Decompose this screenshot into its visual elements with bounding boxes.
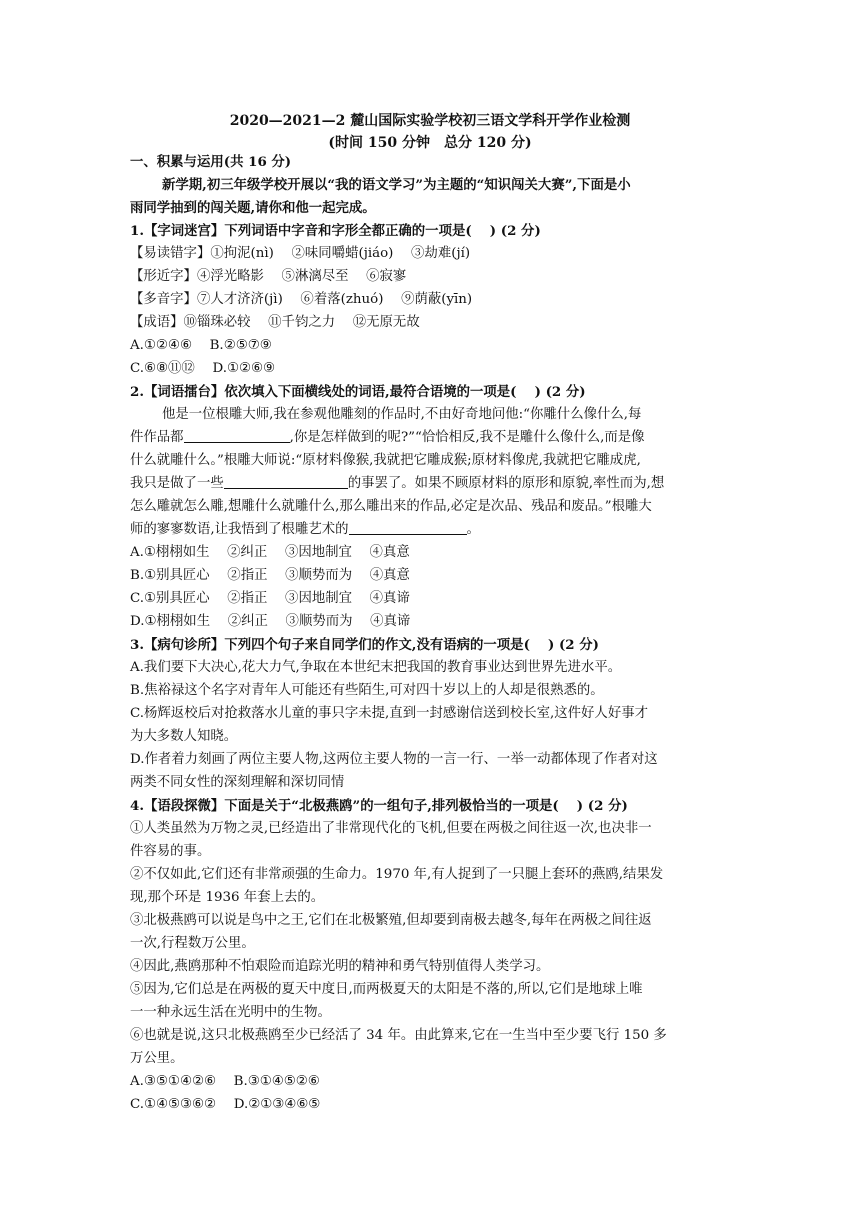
passage-text: 师的寥寥数语,让我悟到了根雕艺术的 bbox=[130, 522, 349, 537]
question-3-option: C.杨辉返校后对抢救落水儿童的事只字未提,直到一封感谢信送到校长室,这件好人好事才 bbox=[130, 706, 648, 721]
question-3-option: B.焦裕禄这个名字对青年人可能还有些陌生,可对四十岁以上的人却是很熟悉的。 bbox=[130, 683, 604, 698]
question-1-item: 【形近字】④浮光略影 ⑤淋漓尽至 ⑥寂寥 bbox=[130, 269, 407, 284]
question-4-sentence: 一一种永远生活在光明中的生物。 bbox=[130, 1005, 331, 1020]
question-2-option: C.①别具匠心 ②指正 ③因地制宜 ④真谛 bbox=[130, 591, 410, 606]
question-2-passage: 什么就雕什么。”根雕大师说:“原材料像猴,我就把它雕成猴;原材料像虎,我就把它雕成虎, bbox=[130, 453, 641, 468]
question-2-passage: 怎么雕就怎么雕,想雕什么就雕什么,那么雕出来的作品,必定是次品、残品和废品。”根雕大 bbox=[130, 499, 652, 514]
question-4-options: A.③⑤①④②⑥ B.③①④⑤②⑥ bbox=[130, 1074, 320, 1089]
question-2-passage bbox=[130, 428, 735, 448]
section-intro-line: 雨同学抽到的闯关题,请你和他一起完成。 bbox=[130, 200, 376, 216]
question-4-sentence: ②不仅如此,它们还有非常顽强的生命力。1970 年,有人捉到了一只腿上套环的燕鸥,结果发 bbox=[130, 867, 664, 882]
question-2-passage bbox=[130, 520, 735, 540]
question-1-item: 【易读错字】①拘泥(nì) ②味同嚼蜡(jiáo) ③劫难(jí) bbox=[130, 246, 471, 261]
question-1-item: 【多音字】⑦人才济济(jì) ⑥着落(zhuó) ⑨荫蔽(yīn) bbox=[130, 292, 473, 307]
question-4-sentence: 件容易的事。 bbox=[130, 844, 211, 859]
passage-text: 。 bbox=[466, 522, 480, 537]
question-3-stem: 3.【病句诊所】下列四个句子来自同学们的作文,没有语病的一项是( ) (2 分) bbox=[130, 637, 600, 653]
document-title: 2020—2021—2 麓山国际实验学校初三语文学科开学作业检测 bbox=[229, 113, 631, 129]
question-2-option: D.①栩栩如生 ②纠正 ③顺势而为 ④真谛 bbox=[130, 614, 411, 629]
question-4-sentence: ⑤因为,它们总是在两极的夏天中度日,而两极夏天的太阳是不落的,所以,它们是地球上唯 bbox=[130, 982, 643, 997]
question-4-options: C.①④⑤③⑥② D.②①③④⑥⑤ bbox=[130, 1097, 321, 1112]
question-1-stem: 1.【字词迷宫】下列词语中字音和字形全都正确的一项是( ) (2 分) bbox=[130, 223, 541, 239]
question-4-sentence: 一次,行程数万公里。 bbox=[130, 936, 255, 951]
question-4-sentence: 现,那个环是 1936 年套上去的。 bbox=[130, 890, 325, 905]
passage-text: ,你是怎样做到的呢?”“恰恰相反,我不是雕什么像什么,而是像 bbox=[289, 430, 645, 445]
question-2-stem: 2.【词语擂台】依次填入下面横线处的词语,最符合语境的一项是( ) (2 分) bbox=[130, 384, 586, 400]
question-3-option: 为大多数人知晓。 bbox=[130, 729, 238, 744]
question-1-options: C.⑥⑧⑪⑫ D.①②⑥⑨ bbox=[130, 361, 275, 376]
fill-blank-1 bbox=[184, 428, 290, 443]
section-heading: 一、积累与运用(共 16 分) bbox=[130, 154, 292, 170]
question-2-passage bbox=[130, 474, 735, 494]
passage-text: 我只是做了一些 bbox=[130, 476, 224, 491]
passage-text: 的事罢了。如果不顾原材料的原形和原貌,率性而为,想 bbox=[347, 476, 665, 491]
question-4-sentence: ①人类虽然为万物之灵,已经造出了非常现代化的飞机,但要在两极之间往返一次,也决非一 bbox=[130, 821, 652, 836]
question-4-sentence: ⑥也就是说,这只北极燕鸥至少已经活了 34 年。由此算来,它在一生当中至少要飞行 150 多 bbox=[130, 1028, 667, 1043]
question-4-sentence: 万公里。 bbox=[130, 1051, 184, 1066]
question-2-option: A.①栩栩如生 ②纠正 ③因地制宜 ④真意 bbox=[130, 545, 410, 560]
passage-text: 件作品都 bbox=[130, 430, 184, 445]
question-1-options: A.①②④⑥ B.②⑤⑦⑨ bbox=[130, 338, 272, 353]
fill-blank-2 bbox=[224, 474, 348, 489]
section-intro-line: 新学期,初三年级学校开展以“我的语文学习”为主题的“知识闯关大赛”,下面是小 bbox=[162, 177, 631, 193]
document-subtitle: (时间 150 分钟 总分 120 分) bbox=[328, 135, 532, 151]
question-3-option: D.作者着力刻画了两位主要人物,这两位主要人物的一言一行、一举一动都体现了作者对这 bbox=[130, 752, 658, 767]
question-4-sentence: ④因此,燕鸥那种不怕艰险而追踪光明的精神和勇气特别值得人类学习。 bbox=[130, 959, 550, 974]
question-4-stem: 4.【语段探微】下面是关于“北极燕鸥”的一组句子,排列极恰当的一项是( ) (2 分) bbox=[130, 798, 628, 814]
question-2-passage: 他是一位根雕大师,我在参观他雕刻的作品时,不由好奇地问他:“你雕什么像什么,每 bbox=[162, 407, 642, 422]
fill-blank-3 bbox=[349, 520, 467, 535]
question-2-option: B.①别具匠心 ②指正 ③顺势而为 ④真意 bbox=[130, 568, 410, 583]
question-4-sentence: ③北极燕鸥可以说是鸟中之王,它们在北极繁殖,但却要到南极去越冬,每年在两极之间往返 bbox=[130, 913, 652, 928]
question-3-option: A.我们要下大决心,花大力气,争取在本世纪末把我国的教育事业达到世界先进水平。 bbox=[130, 660, 622, 675]
question-1-item: 【成语】⑩锱珠必较 ⑪千钧之力 ⑫无原无故 bbox=[130, 315, 420, 330]
question-3-option: 两类不同女性的深刻理解和深切同情 bbox=[130, 775, 345, 790]
